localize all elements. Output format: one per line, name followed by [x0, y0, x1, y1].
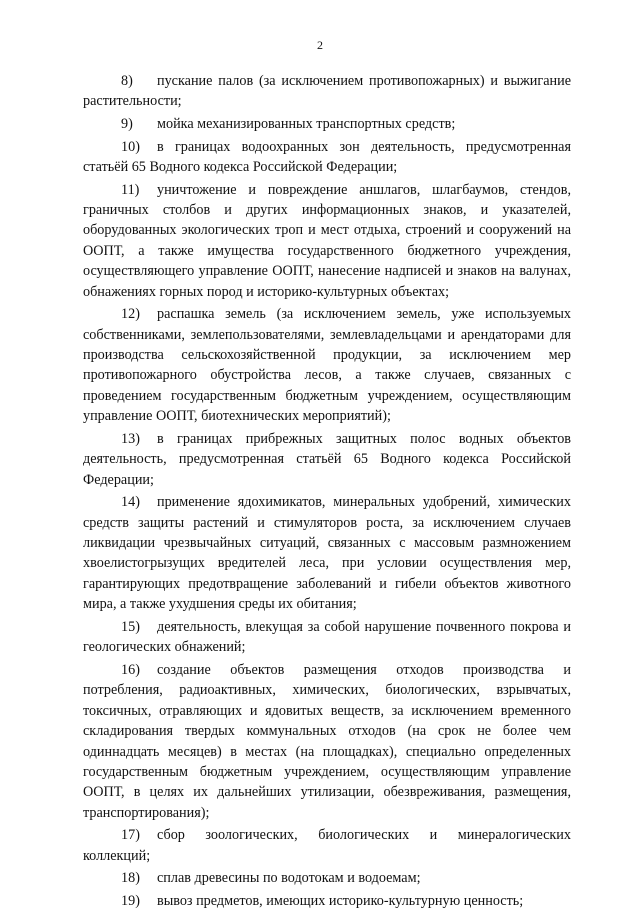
list-item — [83, 492, 571, 614]
list-item — [83, 825, 571, 866]
list-item — [83, 891, 571, 911]
item-number: 12) — [121, 306, 140, 323]
item-text: в границах прибрежных защитных полос водных объектов деятельность, предусмотренная статьёй 65 Водного кодекса Российской Федерации; — [83, 430, 571, 488]
item-text: создание объектов размещения отходов производства и потребления, радиоактивных, химических, биологических, взрывчатых, токсичных, отравляющих и ядовитых веществ, за исключением временного складирования твердых коммунальных отходов (на срок не более чем одиннадцать месяцев) в местах (на площадках), специально определенных государственным бюджетным учреждением, осуществляющим управление ООПТ, в целях их дальнейших утилизации, обезвреживания, размещения, транспортирования); — [83, 661, 571, 821]
item-number: 17) — [121, 827, 140, 844]
item-number: 10) — [121, 138, 140, 155]
item-text: деятельность, влекущая за собой нарушение почвенного покрова и геологических обнажений; — [83, 618, 571, 656]
list-item — [83, 304, 571, 426]
item-number: 16) — [121, 661, 140, 678]
item-number: 9) — [121, 116, 133, 132]
list-item — [83, 617, 571, 658]
item-text: применение ядохимикатов, минеральных удобрений, химических средств защиты растений и стимуляторов роста, за исключением случаев ликвидации чрезвычайных ситуаций, связанных с массовым размножением хвоелистогрызущих вредителей леса, при условии осуществления мер, гарантирующих предотвращение заболеваний и гибели объектов животного мира, а также ухудшения среды их обитания; — [83, 494, 571, 613]
item-text: распашка земель (за исключением земель, уже используемых собственниками, землепользователями, землевладельцами и арендаторами для производства сельскохозяйственной продукции, за исключением мер противопожарного обустройства лесов, а также случаев, связанных с проведением государственным бюджетным учреждением, осуществляющим управление ООПТ, биотехнических мероприятий); — [83, 306, 571, 425]
list-item — [83, 137, 571, 178]
item-number: 18) — [121, 870, 140, 887]
item-text: мойка механизированных транспортных средств; — [157, 116, 456, 132]
item-text: вывоз предметов, имеющих историко-культурную ценность; — [157, 892, 524, 909]
prohibition-list — [83, 71, 571, 914]
page-number: 2 — [317, 38, 323, 52]
item-text: сбор зоологических, биологических и минералогических коллекций; — [83, 827, 571, 864]
list-item — [83, 868, 571, 888]
list-item — [83, 429, 571, 490]
item-number: 15) — [121, 618, 140, 635]
list-item — [83, 660, 571, 823]
list-item — [83, 71, 571, 112]
item-number: 19) — [121, 892, 140, 909]
item-text: сплав древесины по водотокам и водоемам; — [157, 870, 421, 887]
item-text: уничтожение и повреждение аншлагов, шлагбаумов, стендов, граничных столбов и других информационных знаков, и указателей, оборудованных экологических троп и мест отдыха, строений и сооружений на ООПТ, а также имущества государственного бюджетного учреждения, осуществляющего управление ООПТ, нанесение надписей и знаков на валунах, обнажениях горных пород и историко-культурных объектах; — [83, 181, 571, 300]
list-item — [83, 114, 571, 134]
item-number: 8) — [121, 73, 133, 89]
item-number: 14) — [121, 494, 140, 511]
item-text: пускание палов (за исключением противопожарных) и выжигание растительности; — [83, 73, 571, 110]
item-number: 11) — [121, 181, 140, 198]
item-number: 13) — [121, 430, 140, 447]
list-item — [83, 180, 571, 302]
item-text: в границах водоохранных зон деятельность, предусмотренная статьёй 65 Водного кодекса Российской Федерации; — [83, 138, 571, 175]
